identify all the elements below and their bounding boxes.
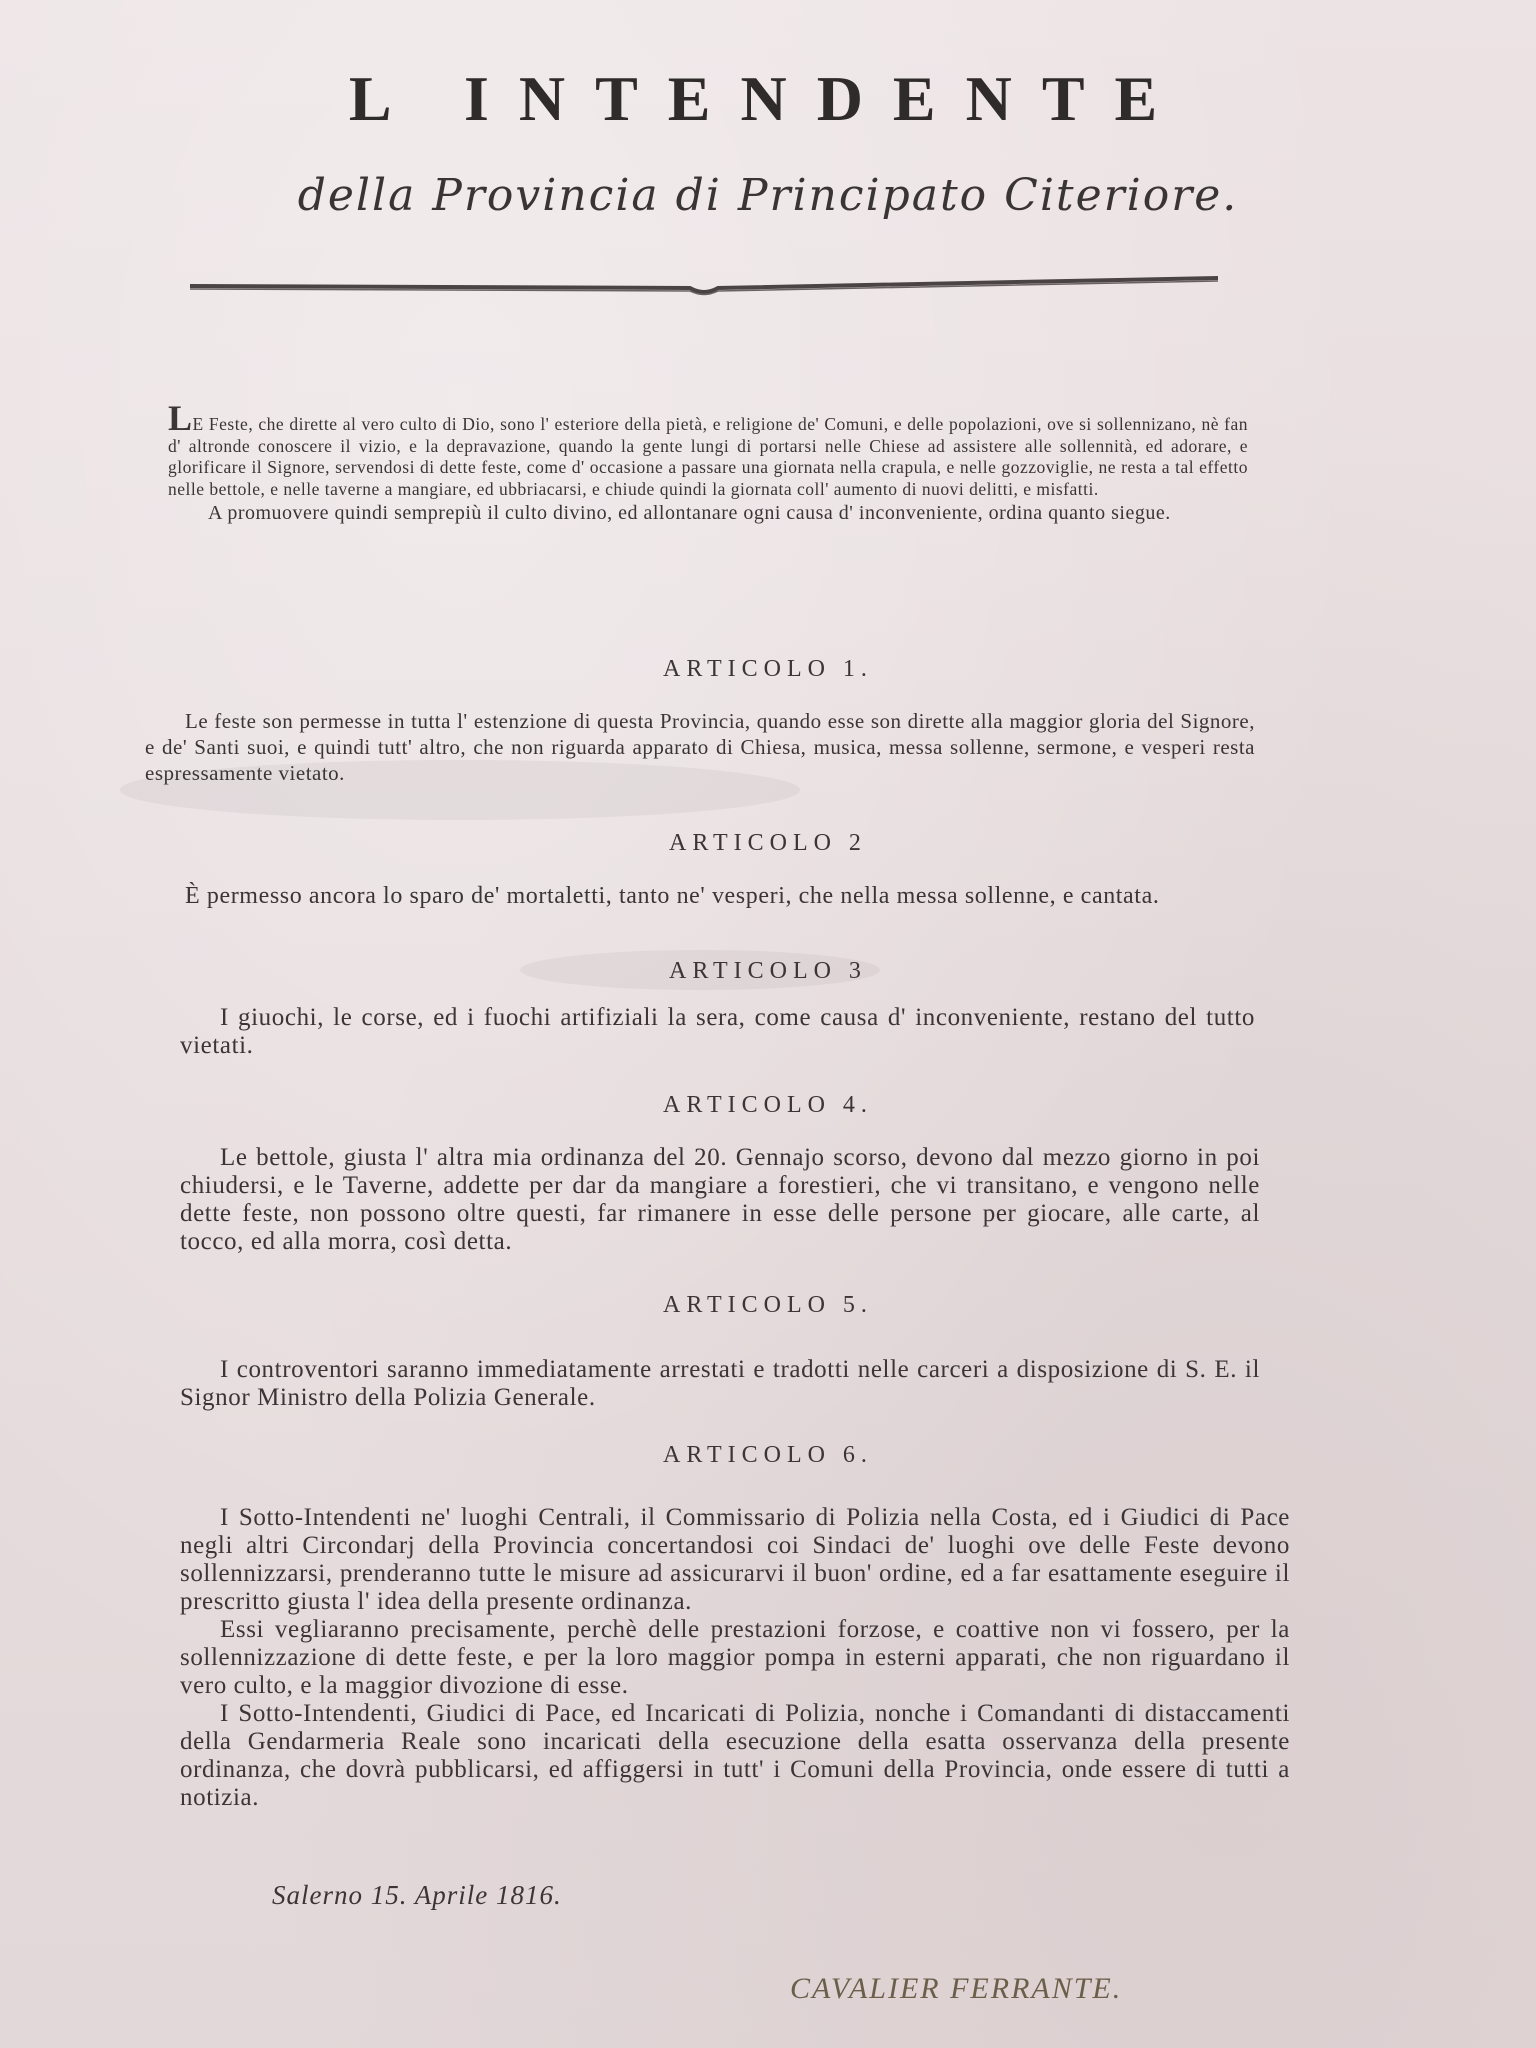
article-4-text: Le bettole, giusta l' altra mia ordinanza del 20. Gennajo scorso, devono dal mezzo giorno in poi chiudersi, e le Taverne, addette per dar da mangiare a forestieri, che vi transitano, e vengono nelle dette feste, non possono oltre questi, far rimanere in esse delle persone per giocare, alle carte, al tocco, ed alla morra, così detta.	[180, 1144, 1260, 1255]
article-4-heading: ARTICOLO 4.	[663, 1092, 873, 1118]
article-2-text: È permesso ancora lo sparo de' mortaletti, tanto ne' vesperi, che nella messa sollenne, e cantata.	[185, 883, 1160, 909]
article-3-heading: ARTICOLO 3	[669, 958, 867, 984]
article-1-heading: ARTICOLO 1.	[663, 656, 873, 682]
intro-paragraph	[168, 398, 1248, 526]
page-subtitle: della Provincia di Principato Citeriore.	[297, 170, 1239, 221]
article-5-heading: ARTICOLO 5.	[663, 1292, 873, 1318]
signature: CAVALIER FERRANTE.	[790, 1972, 1123, 2005]
dateline: Salerno 15. Aprile 1816.	[272, 1880, 562, 1910]
article-2-heading: ARTICOLO 2	[669, 830, 867, 856]
page-title: L INTENDENTE	[348, 63, 1188, 134]
article-5-text: I controventori saranno immediatamente arrestati e tradotti nelle carceri a disposizione di S. E. il Signor Ministro della Polizia Generale.	[180, 1356, 1260, 1411]
ornamental-rule	[190, 276, 1218, 300]
intro-closing: A promuovere quindi semprepiù il culto divino, ed allontanare ogni causa d' inconveniente, ordina quanto siegue.	[208, 502, 1171, 524]
drop-cap: L	[168, 398, 193, 438]
article-1-text: Le feste son permesse in tutta l' estenzione di questa Provincia, quando esse son dirette alla maggior gloria del Signore, e de' Santi suoi, e quindi tutt' altro, che non riguarda apparato di Chiesa, musica, messa sollenne, sermone, e vesperi resta espressamente vietato.	[145, 709, 1255, 785]
intro-text: E Feste, che dirette al vero culto di Dio, sono l' esteriore della pietà, e religione de' Comuni, e delle popolazioni, ove si sollennizano, nè fan d' altronde conoscere il vizio, e la depravazione, quando la gente lungi di portarsi nelle Chiese ad assistere alle sollennità, ed adorare, e glorificare il Signore, servendosi di dette feste, come d' occasione a passare una giornata nella crapula, e nelle gozzoviglie, ne resta a tal effetto nelle bettole, e nelle taverne a mangiare, ed ubbriacarsi, e chiude quindi la giornata coll' aumento di nuovi delitti, e misfatti.	[168, 414, 1248, 499]
article-6-text: I Sotto-Intendenti ne' luoghi Centrali, il Commissario di Polizia nella Costa, ed i Giudici di Pace negli altri Circondarj della Provincia concertandosi coi Sindaci de' luoghi ove delle Feste devono sollennizzarsi, prenderanno tutte le misure ad assicurarvi il buon' ordine, ed a far esattamente eseguire il prescritto giusta l' idea della presente ordinanza. Essi vegliaranno precisamente, perchè delle prestazioni forzose, e coattive non vi fossero, per la sollennizzazione di dette feste, e per la loro maggior pompa in esterni apparati, che non riguardano il vero culto, e la maggior divozione di esse. I Sotto-Intendenti, Giudici di Pace, ed Incaricati di Polizia, nonche i Comandanti di distaccamenti della Gendarmeria Reale sono incaricati della esecuzione della esatta osservanza della presente ordinanza, che dovrà pubblicarsi, ed affiggersi in tutt' i Comuni della Provincia, onde essere di tutti a notizia.	[180, 1504, 1290, 1811]
article-3-text: I giuochi, le corse, ed i fuochi artifiziali la sera, come causa d' inconveniente, restano del tutto vietati.	[180, 1004, 1255, 1059]
article-6-heading: ARTICOLO 6.	[663, 1442, 873, 1468]
